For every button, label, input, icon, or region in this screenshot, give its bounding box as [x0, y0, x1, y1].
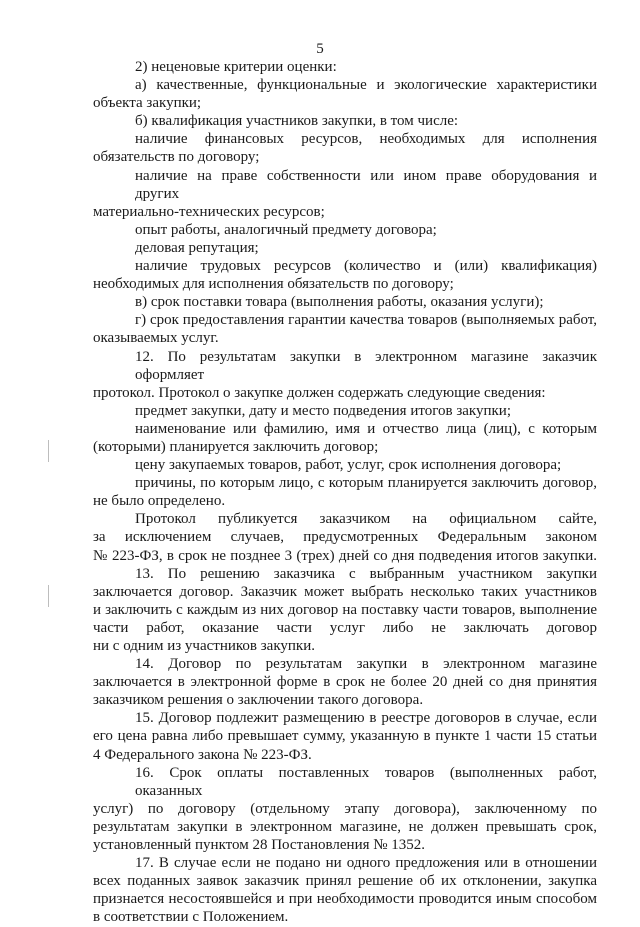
text-line: протокол. Протокол о закупке должен содержать следующие сведения:: [93, 384, 546, 401]
document-body: [93, 58, 597, 927]
margin-mark: [48, 440, 49, 462]
text-line: не было определено.: [93, 493, 226, 510]
text-line: 16. Срок оплаты поставленных товаров (выполненных работ, оказанных: [135, 764, 597, 799]
text-line: г) срок предоставления гарантии качества товаров (выполняемых работ,: [135, 312, 597, 329]
text-line: оказываемых услуг.: [93, 330, 219, 347]
text-line: наличие трудовых ресурсов (количество и (или) квалификация): [135, 258, 597, 275]
text-line: материально-технических ресурсов;: [93, 203, 325, 220]
text-line: 13. По решению заказчика с выбранным участником закупки: [135, 565, 597, 582]
text-line: 14. Договор по результатам закупки в электронном магазине: [135, 656, 597, 673]
text-line: 12. По результатам закупки в электронном магазине заказчик оформляет: [135, 348, 597, 383]
text-line: в) срок поставки товара (выполнения работы, оказания услуги);: [135, 294, 544, 311]
text-line: 2) неценовые критерии оценки:: [135, 59, 337, 75]
text-line: в соответствии с Положением.: [93, 909, 289, 926]
text-line: части работ, оказание части услуг либо не заключать договор: [93, 619, 597, 636]
text-line: заказчиком решения о заключении такого договора.: [93, 692, 424, 709]
text-line: деловая репутация;: [135, 239, 259, 256]
text-line: № 223-ФЗ, в срок не позднее 3 (трех) дней со дня подведения итогов закупки.: [93, 547, 597, 564]
text-line: 15. Договор подлежит размещению в реестре договоров в случае, если: [135, 710, 597, 727]
text-line: установленный пунктом 28 Постановления № 1352.: [93, 837, 426, 854]
text-line: наименование или фамилию, имя и отчество лица (лиц), с которым: [135, 420, 597, 437]
text-line: опыт работы, аналогичный предмету договора;: [135, 221, 437, 238]
text-line: всех поданных заявок заказчик принял решение об их отклонении, закупка: [93, 873, 597, 890]
text-line: обязательств по договору;: [93, 149, 260, 166]
text-line: необходимых для исполнения обязательств по договору;: [93, 276, 454, 293]
text-line: 17. В случае если не подано ни одного предложения или в отношении: [135, 855, 597, 872]
text-line: предмет закупки, дату и место подведения итогов закупки;: [135, 402, 511, 419]
text-line: причины, по которым лицо, с которым планируется заключить договор,: [135, 475, 597, 492]
text-line: наличие на праве собственности или ином праве оборудования и других: [135, 167, 597, 202]
margin-mark: [48, 585, 49, 607]
text-line: объекта закупки;: [93, 95, 202, 112]
text-line: наличие финансовых ресурсов, необходимых для исполнения: [135, 131, 597, 148]
text-line: и заключить с каждым из них договор на поставку части товаров, выполнение: [93, 601, 597, 618]
text-line: за исключением случаев, предусмотренных Федеральным законом: [93, 529, 597, 546]
text-line: цену закупаемых товаров, работ, услуг, срок исполнения договора;: [135, 457, 562, 474]
text-line: заключается договор. Заказчик может выбрать несколько таких участников: [93, 583, 597, 600]
page-number: 5: [316, 41, 324, 57]
text-line: Протокол публикуется заказчиком на официальном сайте,: [135, 511, 597, 528]
text-line: б) квалификация участников закупки, в том числе:: [135, 113, 459, 130]
text-line: результатам закупки в электронном магазине, не должен превышать срок,: [93, 818, 597, 835]
text-line: а) качественные, функциональные и экологические характеристики: [135, 77, 597, 94]
text-line: услуг) по договору (отдельному этапу договора), заключенному по: [93, 800, 597, 817]
text-line: признается несостоявшейся и при необходимости проводится иным способом: [93, 891, 597, 908]
text-line: (которыми) планируется заключить договор;: [93, 438, 379, 455]
text-line: 4 Федерального закона № 223-ФЗ.: [93, 746, 312, 763]
text-line: заключается в электронной форме в срок не более 20 дней со дня принятия: [93, 674, 597, 691]
text-line: его цена равна либо превышает сумму, указанную в пункте 1 части 15 статьи: [93, 728, 597, 745]
text-line: ни с одним из участников закупки.: [93, 638, 315, 654]
